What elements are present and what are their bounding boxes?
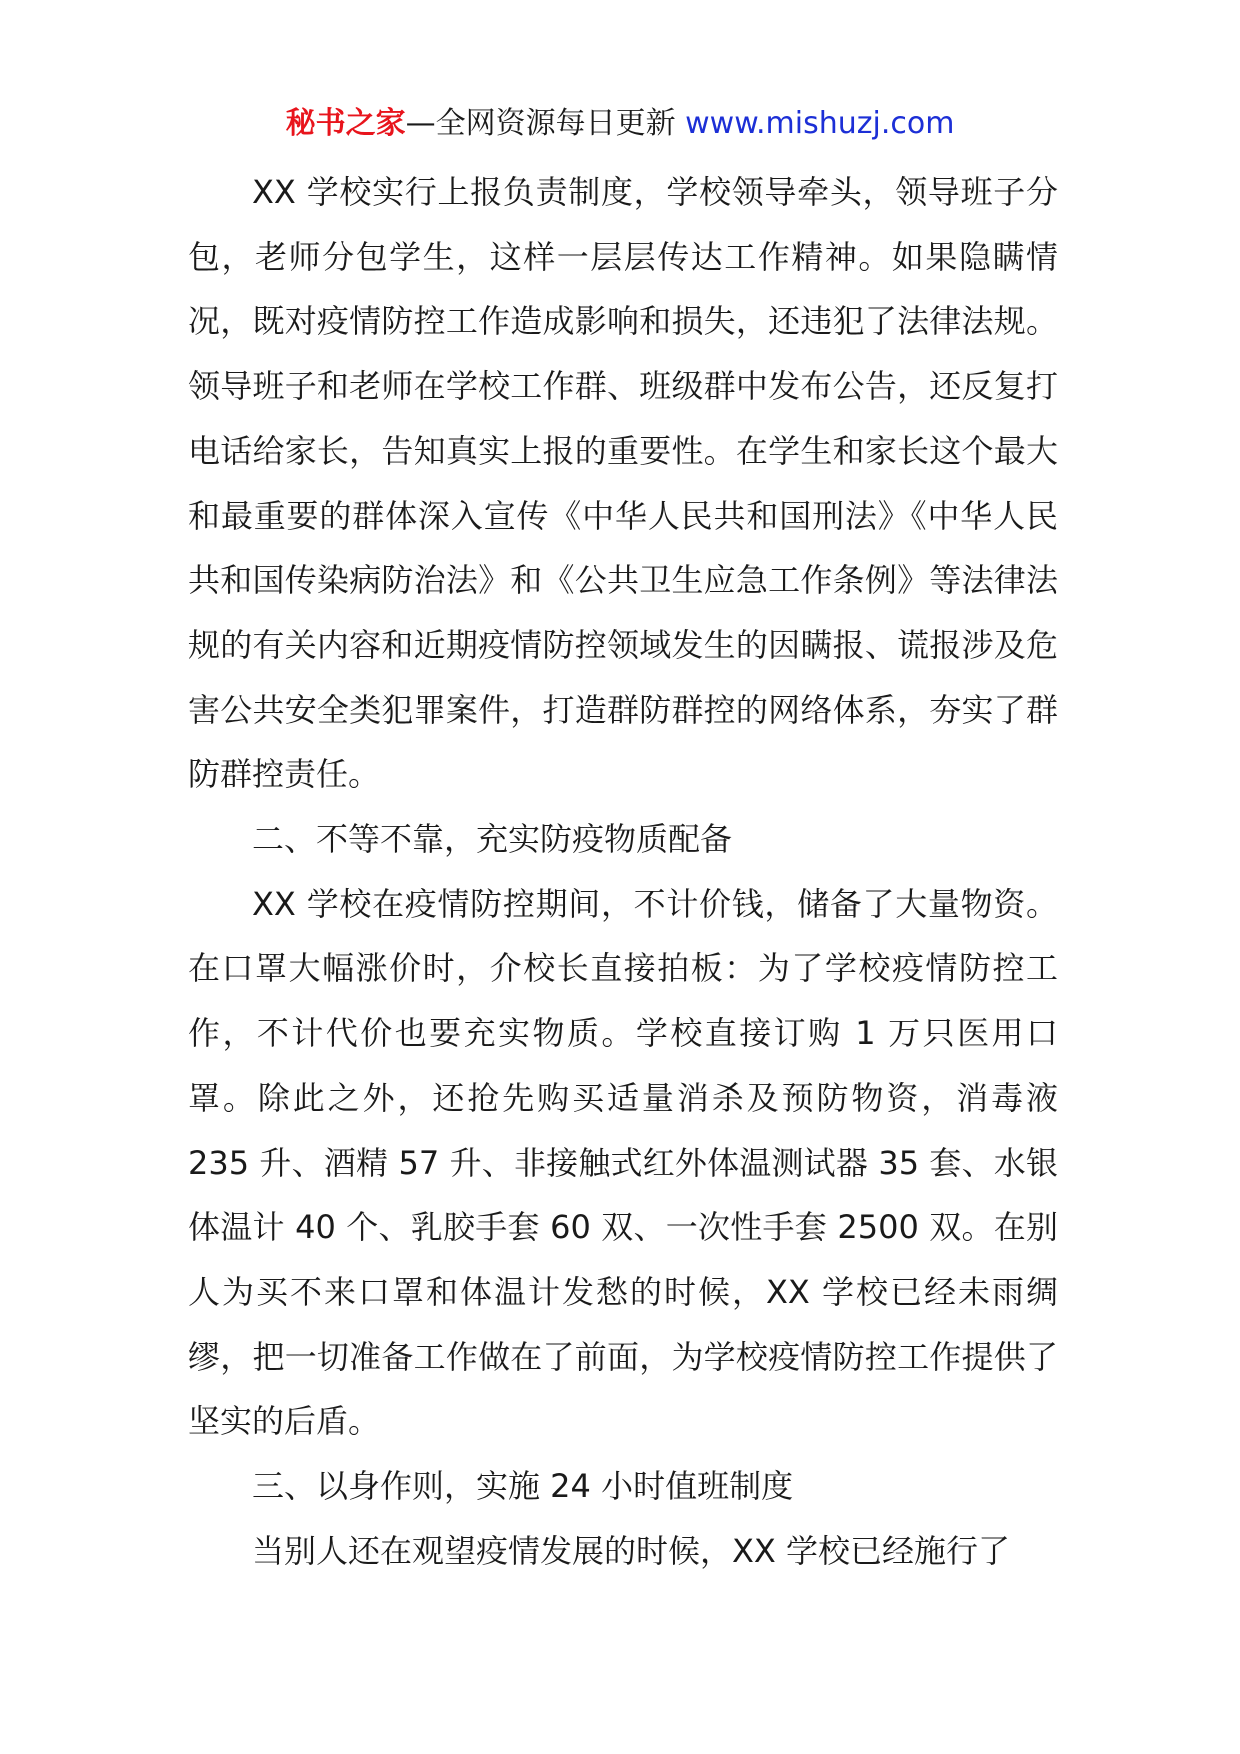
- section-heading-duty: 三、以身作则，实施 24 小时值班制度: [252, 1467, 794, 1506]
- paragraph-supplies: XX 学校在疫情防控期间，不计价钱，储备了大量物资。在口罩大幅涨价时，介校长直接拍板：为了学校疫情防控工作，不计代价也要充实物质。学校直接订购 1 万只医用口罩。除此之外，还抢先购买适量消杀及预防物资，消毒液 235 升、酒精 57 升、非接触式红外体温测试器 35 套、水银体温计 40 个、乳胶手套 60 双、一次性手套 2500 双。在别人为买不来口罩和体温计发愁的时候，XX 学校已经未雨绸缪，把一切准备工作做在了前面，为学校疫情防控工作提供了坚实的后盾。: [188, 884, 1058, 1441]
- paragraph-duty: 当别人还在观望疫情发展的时候，XX 学校已经施行了: [252, 1531, 1011, 1570]
- site-url-link[interactable]: www.mishuzj.com: [685, 106, 955, 141]
- section-heading-supplies: 二、不等不靠，充实防疫物质配备: [252, 820, 733, 859]
- brand-name: 秘书之家: [285, 106, 406, 141]
- header-tagline: —全网资源每日更新: [405, 106, 676, 141]
- document-body: [188, 160, 1058, 1583]
- paragraph-reporting-system: XX 学校实行上报负责制度，学校领导牵头，领导班子分包，老师分包学生，这样一层层传达工作精神。如果隐瞒情况，既对疫情防控工作造成影响和损失，还违犯了法律法规。领导班子和老师在学校工作群、班级群中发布公告，还反复打电话给家长，告知真实上报的重要性。在学生和家长这个最大和最重要的群体深入宣传《中华人民共和国刑法》《中华人民共和国传染病防治法》和《公共卫生应急工作条例》等法律法规的有关内容和近期疫情防控领域发生的因瞒报、谎报涉及危害公共安全类犯罪案件，打造群防群控的网络体系，夯实了群防群控责任。: [188, 173, 1058, 794]
- site-header: [0, 104, 1240, 144]
